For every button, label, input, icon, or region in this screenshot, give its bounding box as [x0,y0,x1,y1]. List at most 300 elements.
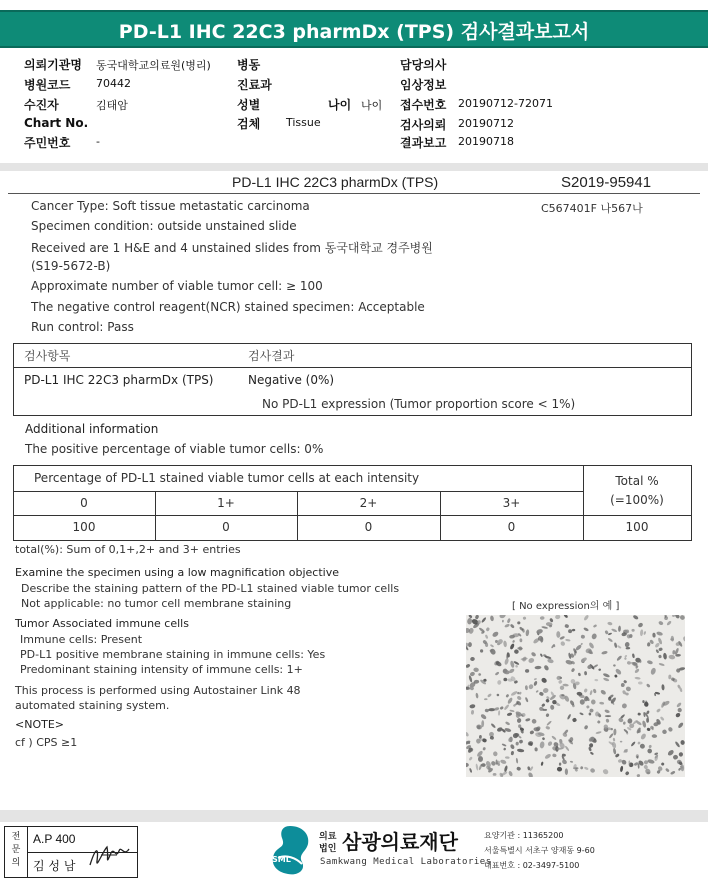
tissue-nucleus [605,715,611,717]
tissue-nucleus [503,704,509,711]
tissue-nucleus [497,694,500,697]
tissue-nucleus [522,616,526,620]
tissue-nucleus [647,642,651,647]
tissue-nucleus [614,642,618,648]
tissue-nucleus [658,654,662,658]
level-2plus: 2+ [359,496,378,510]
tissue-nucleus [541,703,546,707]
tissue-nucleus [586,705,590,709]
tissue-nucleus [565,768,568,775]
tissue-nucleus [471,710,475,715]
tissue-nucleus [484,698,488,700]
tissue-nucleus [504,658,509,666]
tissue-nucleus [660,716,665,721]
tissue-nucleus [627,661,632,665]
tissue-nucleus [552,753,557,757]
total-header: Total % [615,474,659,488]
report-title: PD-L1 IHC 22C3 pharmDx (TPS) 검사결과보고서 [118,21,590,43]
tissue-nucleus [646,683,651,688]
tissue-nucleus [542,687,549,693]
tissue-nucleus [621,683,625,687]
tissue-nucleus [540,616,545,620]
col-test-item: 검사항목 [24,349,71,363]
tissue-nucleus [570,761,574,763]
receipt-value: 20190712-72071 [458,97,553,110]
tissue-nucleus [591,699,596,705]
tissue-nucleus [512,640,515,644]
immune-intensity: Predominant staining intensity of immune cells: 1+ [20,663,303,676]
tissue-nucleus [588,712,591,715]
tissue-nucleus [625,686,631,692]
dept-label: 진료과 [237,78,272,92]
specimen-label: 검체 [237,117,261,131]
tissue-nucleus [466,663,471,668]
tissue-nucleus [637,756,639,759]
tissue-nucleus [607,621,613,625]
tissue-nucleus [531,651,537,657]
tissue-nucleus [504,765,508,772]
tissue-nucleus [502,620,504,623]
tissue-nucleus [652,633,656,638]
tissue-nucleus [591,633,597,640]
tissue-nucleus [528,683,534,690]
tissue-nucleus [469,704,475,709]
tissue-nucleus [518,724,521,728]
tissue-nucleus [485,627,490,632]
tissue-nucleus [624,655,627,658]
tissue-nucleus [623,721,626,725]
tissue-nucleus [647,759,655,765]
tissue-nucleus [680,740,685,745]
tissue-nucleus [516,695,522,701]
tissue-nucleus [593,624,597,628]
tissue-nucleus [545,726,550,730]
report-number: S2019-95941 [561,174,652,191]
tissue-nucleus [572,717,577,722]
tissue-nucleus [665,768,670,773]
section-divider [0,163,708,171]
note-title: <NOTE> [15,718,64,731]
tissue-nucleus [535,666,542,670]
tissue-nucleus [475,615,480,620]
tissue-nucleus [631,629,634,632]
tissue-nucleus [490,723,496,729]
tissue-nucleus [598,668,601,671]
tissue-nucleus [659,663,665,667]
tissue-nucleus [568,629,572,633]
value-level-3plus: 0 [507,520,516,534]
staining-title: Examine the specimen using a low magnification objective [15,566,340,579]
footer-divider [0,810,708,822]
tissue-nucleus [592,664,598,669]
tissue-nucleus [625,771,630,776]
tissue-nucleus [543,664,549,671]
receipt-label: 접수번호 [400,98,447,112]
tissue-nucleus [590,751,594,755]
specimen-value: Tissue [286,116,321,129]
patient-value: 김태암 [96,99,128,112]
tissue-nucleus [525,697,529,703]
tissue-nucleus [578,672,581,676]
tissue-nucleus [478,756,483,762]
tissue-nucleus [647,660,654,665]
tissue-nucleus [621,703,627,710]
tissue-nucleus [492,631,500,638]
tissue-nucleus [613,729,616,736]
tissue-nucleus [583,627,589,632]
hospital-code-label: 병원코드 [24,78,71,92]
tissue-nucleus [675,712,681,718]
tissue-nucleus [525,629,529,636]
tissue-nucleus [683,636,685,642]
tissue-nucleus [535,690,538,693]
tissue-nucleus [588,642,595,649]
tissue-nucleus [516,718,521,724]
org-name: 삼광의료재단 [342,830,458,854]
ward-label: 병동 [237,58,261,72]
ncr-result: The negative control reagent(NCR) stained specimen: Acceptable [31,300,425,314]
tissue-nucleus [614,674,618,678]
tissue-nucleus [467,618,473,625]
immune-cells: Immune cells: Present [20,633,143,646]
tissue-nucleus [680,764,684,771]
tissue-nucleus [480,649,483,653]
id-value: - [96,135,100,148]
value-level-2plus: 0 [364,520,373,534]
tissue-nucleus [484,708,489,712]
tissue-nucleus [617,645,622,649]
tissue-nucleus [493,751,498,757]
tissue-nucleus [597,720,601,724]
tissue-nucleus [632,615,639,620]
tissue-nucleus [603,677,610,682]
tissue-nucleus [642,700,645,703]
tissue-nucleus [515,665,518,668]
tissue-nucleus [497,680,502,685]
tissue-nucleus [640,733,647,741]
tissue-nucleus [595,731,601,734]
tissue-nucleus [603,673,611,678]
tissue-nucleus [666,620,672,626]
tissue-nucleus [507,618,511,624]
tissue-nucleus [670,770,676,775]
tissue-nucleus [646,727,650,731]
tissue-nucleus [505,721,510,726]
tissue-nucleus [541,626,548,629]
tissue-nucleus [547,741,553,747]
received-slides: Received are 1 H&E and 4 unstained slides from 동국대학교 경주병원 [31,241,433,255]
tissue-nucleus [503,678,507,682]
tissue-nucleus [663,653,667,660]
age-value: 나이 [361,99,383,112]
hospital-code-value: 70442 [96,77,131,90]
tissue-nucleus [547,658,554,664]
tissue-nucleus [504,623,510,628]
tissue-nucleus [485,634,489,639]
tissue-nucleus [565,639,571,642]
tissue-nucleus [624,642,630,648]
tissue-nucleus [620,741,623,743]
tissue-nucleus [679,615,685,621]
chart-label: Chart No. [24,116,89,130]
tissue-nucleus [531,718,538,725]
tissue-nucleus [571,668,576,673]
tissue-nucleus [672,650,675,655]
clinical-label: 임상정보 [400,78,447,92]
tissue-nucleus [470,657,475,662]
tissue-nucleus [507,697,513,705]
tissue-nucleus [539,691,545,696]
tissue-nucleus [613,664,616,667]
tissue-nucleus [613,748,617,755]
tissue-nucleus [584,671,587,675]
tissue-nucleus [505,694,509,698]
request-value: 20190712 [458,117,514,130]
level-3plus: 3+ [502,496,521,510]
tissue-nucleus [611,741,617,748]
tissue-nucleus [480,713,487,720]
additional-title: Additional information [25,422,159,436]
tissue-nucleus [510,744,516,750]
tissue-nucleus [600,689,607,695]
tissue-nucleus [637,712,641,715]
tissue-nucleus [626,647,631,649]
org-code: 요양기관 : 11365200 [484,831,564,840]
tissue-nucleus [473,667,479,672]
tissue-nucleus [527,740,533,746]
process-line-2: automated staining system. [15,699,170,712]
total-header-sub: (=100%) [610,493,664,507]
tissue-nucleus [677,722,684,729]
institution-value: 동국대학교의료원(병리) [96,59,211,72]
tissue-nucleus [549,618,554,623]
tissue-nucleus [540,653,543,657]
tissue-nucleus [528,772,534,777]
tissue-nucleus [661,684,664,690]
specialist-stamp-label: 전문의 [11,832,21,868]
tissue-nucleus [673,754,679,760]
tissue-nucleus [661,729,667,735]
tissue-nucleus [544,753,551,760]
org-name-english: Samkwang Medical Laboratories [320,857,492,867]
tissue-nucleus [594,679,598,682]
tissue-nucleus [615,668,623,676]
tissue-nucleus [648,745,652,749]
tissue-nucleus [564,745,569,751]
tissue-nucleus [638,681,643,684]
tissue-nucleus [466,740,471,746]
tissue-nucleus [584,725,589,730]
tissue-nucleus [608,733,613,739]
tissue-nucleus [481,617,487,624]
tissue-nucleus [646,718,649,723]
tissue-nucleus [671,636,675,642]
tissue-nucleus [658,620,664,625]
tissue-nucleus [623,680,627,684]
tissue-nucleus [499,615,507,619]
tissue-nucleus [668,654,675,659]
tissue-nucleus [529,730,534,735]
tissue-nucleus [627,718,632,724]
tissue-nucleus [593,688,597,693]
tissue-nucleus [618,717,624,723]
tissue-nucleus [650,667,657,675]
tissue-nucleus [579,712,584,716]
tissue-nucleus [488,708,495,711]
sex-label: 성별 [237,98,261,112]
specimen-condition: Specimen condition: outside unstained slide [31,219,297,233]
tissue-nucleus [613,738,616,742]
viable-cell-count: Approximate number of viable tumor cell: ≥ 100 [31,279,323,293]
tissue-nucleus [647,749,652,754]
tissue-nucleus [525,669,529,673]
sml-logo-icon [268,824,314,876]
tissue-nucleus [468,756,472,761]
tissue-nucleus [542,737,546,741]
run-control: Run control: Pass [31,320,134,334]
report-header [0,10,708,48]
tissue-nucleus [509,709,514,712]
tissue-nucleus [466,686,470,690]
tissue-nucleus [500,759,507,765]
tissue-nucleus [624,657,627,660]
tissue-nucleus [498,710,500,715]
result-item: PD-L1 IHC 22C3 pharmDx (TPS) [24,373,214,387]
tissue-nucleus [511,751,515,756]
tissue-nucleus [580,766,583,770]
tissue-sample-image [466,615,685,777]
tissue-nucleus [636,774,640,777]
tissue-nucleus [557,767,563,772]
tissue-nucleus [525,685,528,690]
tissue-nucleus [581,635,585,639]
tissue-nucleus [604,709,610,714]
tissue-nucleus [637,741,641,745]
tissue-nucleus [550,704,555,710]
tissue-nucleus [560,640,566,646]
tissue-nucleus [632,653,635,658]
tissue-nucleus [599,702,604,705]
tissue-nucleus [528,657,535,663]
tissue-nucleus [611,628,617,633]
tissue-nucleus [605,718,609,723]
tissue-nucleus [563,615,568,619]
tissue-nucleus [503,640,507,647]
tissue-nucleus [482,747,486,751]
tissue-nucleus [510,623,515,628]
tissue-nucleus [589,690,593,695]
report-date-label: 결과보고 [400,136,447,150]
tissue-nucleus [589,767,595,773]
tissue-nucleus [567,714,572,720]
tissue-nucleus [620,766,624,773]
tissue-nucleus [560,685,565,690]
tissue-nucleus [656,708,661,713]
tissue-nucleus [510,690,518,696]
value-level-0: 100 [72,520,96,534]
tissue-nucleus [515,742,519,746]
tissue-nucleus [602,768,609,775]
tissue-nucleus [661,762,665,766]
tissue-nucleus [637,622,643,628]
tissue-nucleus [634,677,640,680]
tissue-nucleus [490,615,494,621]
tissue-nucleus [466,763,469,767]
tissue-nucleus [519,638,522,642]
process-line-1: This process is performed using Autostainer Link 48 [15,684,301,697]
tissue-nucleus [493,773,497,776]
staining-line-2: Not applicable: no tumor cell membrane staining [21,597,292,610]
tissue-nucleus [479,735,482,739]
value-total: 100 [625,520,649,534]
tissue-nucleus [580,699,585,704]
cancer-type: Cancer Type: Soft tissue metastatic carcinoma [31,199,310,213]
report-header-rule [8,193,700,194]
tissue-nucleus [558,679,563,684]
tissue-nucleus [630,741,635,747]
tissue-nucleus [639,743,645,749]
tissue-nucleus [552,700,556,704]
request-label: 검사의뢰 [400,118,447,132]
value-level-1plus: 0 [222,520,230,534]
tissue-nucleus [519,739,524,743]
tissue-nucleus [540,677,547,684]
tissue-nucleus [468,675,473,683]
signature-box [4,826,138,878]
tissue-nucleus [654,642,660,648]
tissue-nucleus [551,735,557,740]
positive-percentage: The positive percentage of viable tumor cells: 0% [25,442,324,456]
tissue-nucleus [678,752,683,757]
tissue-nucleus [559,636,565,641]
doctor-label: 담당의사 [400,58,447,72]
tissue-nucleus [475,693,478,699]
level-1plus: 1+ [217,496,235,510]
col-test-result: 검사결과 [248,349,295,363]
report-code: C567401F 나567나 [541,202,643,215]
tissue-nucleus [616,655,622,662]
tissue-nucleus [490,644,494,648]
image-caption: [ No expression의 예 ] [512,601,620,612]
signature-scribble [87,839,133,871]
logo-badge: SML [272,855,291,864]
tissue-nucleus [539,741,545,749]
tissue-nucleus [505,756,510,759]
result-detail: No PD-L1 expression (Tumor proportion score < 1%) [262,397,576,411]
signer-id: A.P 400 [33,832,76,846]
tissue-nucleus [676,702,682,708]
tissue-nucleus [466,731,469,737]
tissue-nucleus [546,720,552,726]
tissue-nucleus [584,766,589,770]
tissue-nucleus [475,763,478,770]
note-text: cf ) CPS ≥1 [15,736,78,749]
tissue-nucleus [517,748,525,752]
tissue-nucleus [589,708,594,713]
tissue-nucleus [502,743,507,747]
tissue-nucleus [499,706,504,710]
tissue-nucleus [643,631,646,635]
tissue-nucleus [601,650,608,654]
tissue-nucleus [533,681,538,687]
id-label: 주민번호 [24,136,71,150]
tissue-nucleus [668,675,671,680]
tissue-nucleus [503,747,506,750]
tissue-nucleus [640,629,644,636]
tissue-nucleus [468,615,473,619]
tissue-nucleus [583,615,589,621]
tissue-nucleus [516,766,521,771]
